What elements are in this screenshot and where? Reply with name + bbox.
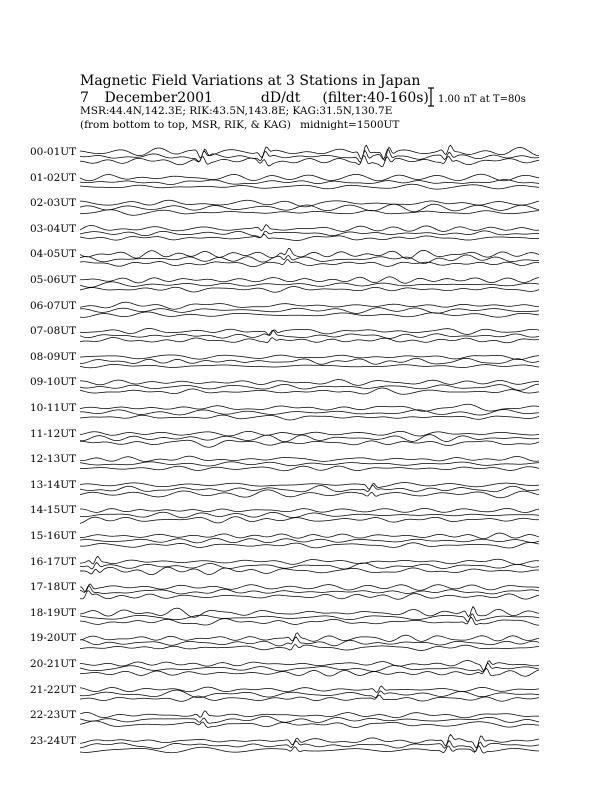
trace-kag-h6: [80, 302, 539, 309]
trace-msr-h19: [80, 645, 539, 651]
component: dD/dt: [260, 90, 301, 106]
trace-rik-h12: [80, 462, 539, 466]
trace-rik-h3: [80, 231, 539, 238]
trace-msr-h22: [80, 721, 539, 728]
trace-kag-h5: [80, 277, 539, 283]
trace-msr-h1: [80, 184, 539, 189]
trace-kag-h9: [80, 380, 539, 386]
trace-msr-h18: [80, 617, 539, 625]
station-coordinates: MSR:44.4N,142.3E; RIK:43.5N,143.8E; KAG:31.5N,130.7E: [80, 105, 393, 117]
trace-msr-h10: [80, 415, 539, 420]
chart-title: Magnetic Field Variations at 3 Stations in Japan: [80, 73, 421, 89]
trace-kag-h23: [80, 734, 539, 748]
hour-label: 06-07UT: [30, 299, 77, 312]
trace-kag-h15: [80, 533, 539, 539]
trace-rik-h4: [80, 255, 539, 264]
trace-rik-h5: [80, 282, 539, 288]
hour-label: 03-04UT: [30, 222, 77, 235]
trace-kag-h10: [80, 404, 539, 411]
hour-label: 20-21UT: [30, 658, 77, 670]
trace-kag-h13: [80, 483, 539, 490]
hour-label: 01-02UT: [30, 171, 77, 184]
trace-msr-h15: [80, 542, 539, 547]
hour-label: 02-03UT: [30, 197, 77, 210]
trace-rik-h16: [80, 563, 539, 570]
trace-rik-h11: [80, 435, 539, 442]
trace-msr-h14: [80, 517, 539, 524]
trace-rik-h10: [80, 410, 539, 415]
trace-kag-h20: [80, 661, 539, 671]
trace-msr-h9: [80, 388, 539, 394]
hour-label: 16-17UT: [30, 555, 77, 568]
trace-kag-h12: [80, 456, 539, 461]
day: 7: [80, 90, 89, 106]
hour-label: 12-13UT: [30, 453, 77, 466]
hour-label: 14-15UT: [30, 504, 77, 517]
hour-label: 21-22UT: [30, 683, 77, 696]
hour-label: 10-11UT: [30, 402, 77, 414]
midnight-note: midnight=1500UT: [300, 119, 400, 131]
trace-rik-h14: [80, 512, 539, 518]
hour-label: 04-05UT: [30, 248, 77, 261]
hour-label: 08-09UT: [30, 350, 77, 363]
hour-label: 00-01UT: [30, 146, 77, 158]
hour-label: 13-14UT: [30, 478, 77, 491]
hour-label: 19-20UT: [30, 632, 77, 645]
trace-kag-h16: [80, 556, 539, 564]
trace-msr-h6: [80, 312, 539, 317]
hour-label: 09-10UT: [30, 376, 77, 389]
trace-msr-h11: [80, 440, 539, 447]
trace-rik-h1: [80, 180, 539, 185]
trace-kag-h19: [80, 633, 539, 641]
hour-label: 22-23UT: [30, 709, 77, 722]
hour-label: 05-06UT: [30, 274, 77, 286]
trace-msr-h4: [80, 260, 539, 267]
trace-msr-h16: [80, 567, 539, 574]
trace-msr-h5: [80, 287, 539, 293]
trace-kag-h7: [80, 328, 539, 335]
trace-rik-h21: [80, 690, 539, 698]
trace-kag-h2: [80, 200, 539, 207]
month-year: December2001: [104, 90, 213, 106]
trace-kag-h1: [80, 174, 539, 181]
trace-msr-h0: [80, 156, 539, 167]
trace-msr-h8: [80, 364, 539, 367]
trace-msr-h12: [80, 466, 539, 471]
hour-label: 15-16UT: [30, 530, 77, 542]
hour-label: 07-08UT: [30, 325, 77, 338]
trace-kag-h22: [80, 711, 539, 718]
trace-kag-h11: [80, 431, 539, 436]
trace-rik-h8: [80, 358, 539, 364]
order-note: (from bottom to top, MSR, RIK, & KAG): [80, 119, 291, 131]
scale-label: 1.00 nT at T=80s: [438, 94, 526, 105]
trace-kag-h21: [80, 686, 539, 693]
trace-rik-h9: [80, 384, 539, 390]
trace-rik-h15: [80, 538, 539, 543]
trace-msr-h7: [80, 338, 539, 343]
hour-label: 23-24UT: [30, 734, 77, 747]
hour-label: 11-12UT: [30, 427, 77, 440]
trace-rik-h6: [80, 308, 539, 314]
hour-label: 18-19UT: [30, 606, 77, 619]
hour-label: 17-18UT: [30, 581, 77, 594]
trace-kag-h3: [80, 225, 539, 232]
trace-kag-h14: [80, 508, 539, 512]
trace-msr-h2: [80, 210, 539, 216]
filter: (filter:40-160s): [322, 90, 429, 106]
